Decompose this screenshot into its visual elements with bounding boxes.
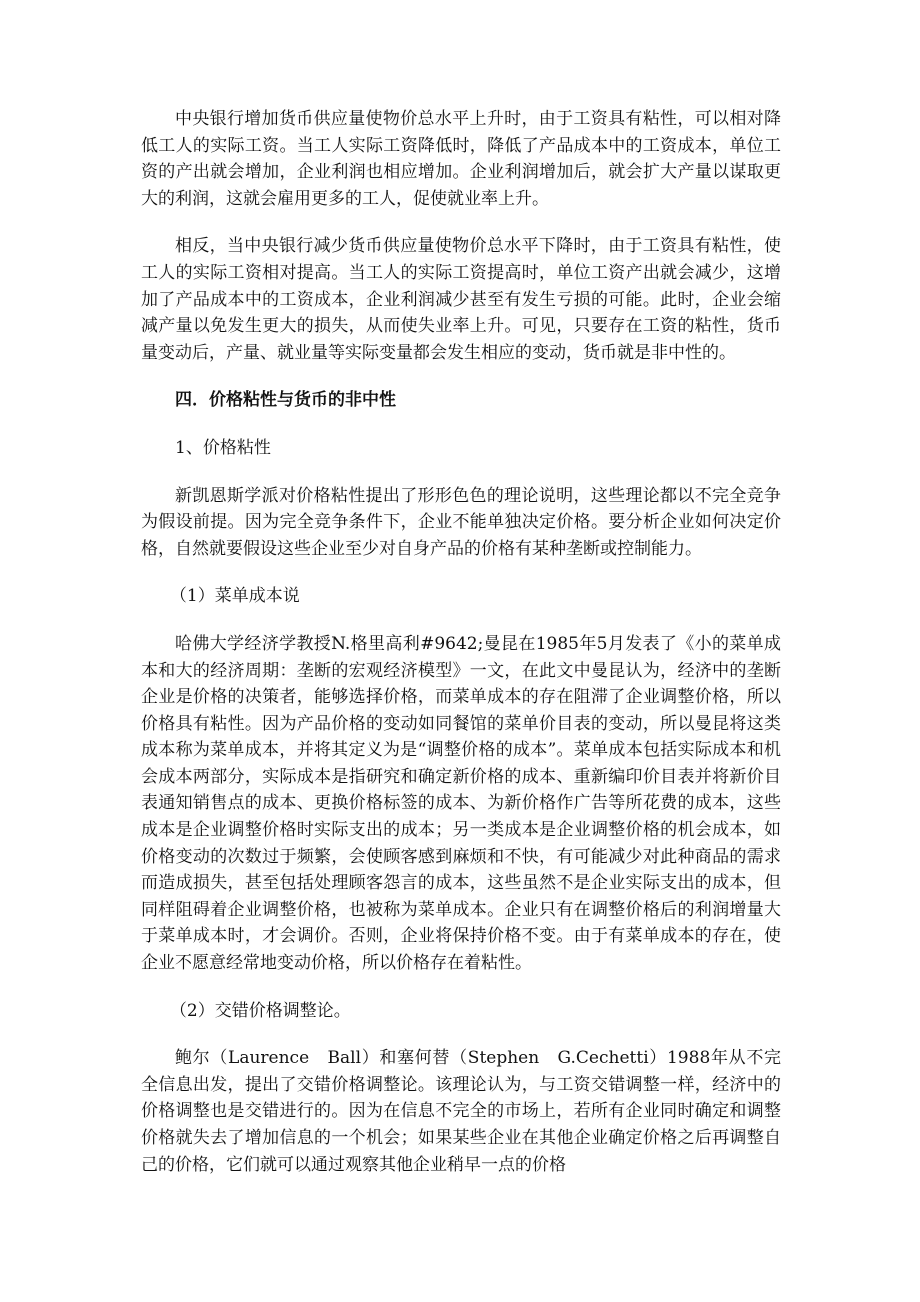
item-heading-menu-cost: （1）菜单成本说: [169, 586, 300, 607]
paragraph-wage-increase: 中央银行增加货币供应量使物价总水平上升时，由于工资具有粘性，可以相对降低工人的实际工资。当工人实际工资降低时，降低了产品成本中的工资成本，单位工资的产出就会增加，企业利润也相应增加。企业利润增加后，就会扩大产量以谋取更大的利润，这就会雇用更多的工人，促使就业率上升。: [141, 109, 781, 209]
section-heading: 四．价格粘性与货币的非中性: [175, 390, 396, 411]
paragraph-staggered-pricing: 鲍尔（Laurence Ball）和塞何替（Stephen G.Cechetti）1988年从不完全信息出发，提出了交错价格调整论。该理论认为，与工资交错调整一样，经济中的价格调整也是交错进行的。因为在信息不完全的市场上，若所有企业同时确定和调整价格就失去了增加信息的一个机会；如果某些企业在其他企业确定价格之后再调整自己的价格，它们就可以通过观察其他企业稍早一点的价格: [141, 1048, 781, 1175]
item-heading-staggered-pricing: （2）交错价格调整论。: [169, 1000, 351, 1021]
subsection-heading: 1、价格粘性: [175, 437, 271, 458]
paragraph-price-stickiness: 新凯恩斯学派对价格粘性提出了形形色色的理论说明，这些理论都以不完全竞争为假设前提。因为完全竞争条件下，企业不能单独决定价格。要分析企业如何决定价格，自然就要假设这些企业至少对自身产品的价格有某种垄断或控制能力。: [141, 485, 781, 559]
paragraph-menu-cost: 哈佛大学经济学教授N.格里高利#9642;曼昆在1985年5月发表了《小的菜单成本和大的经济周期：垄断的宏观经济模型》一文，在此文中曼昆认为，经济中的垄断企业是价格的决策者，能够选择价格，而菜单成本的存在阻滞了企业调整价格，所以价格具有粘性。因为产品价格的变动如同餐馆的菜单价目表的变动，所以曼昆将这类成本称为菜单成本，并将其定义为是“调整价格的成本”。菜单成本包括实际成本和机会成本两部分，实际成本是指研究和确定新价格的成本、重新编印价目表并将新价目表通知销售点的成本、更换价格标签的成本、为新价格作广告等所花费的成本，这些成本是企业调整价格时实际支出的成本；另一类成本是企业调整价格的机会成本，如价格变动的次数过于频繁，会使顾客感到麻烦和不快，有可能减少对此种商品的需求而造成损失，甚至包括处理顾客怨言的成本，这些虽然不是企业实际支出的成本，但同样阻碍着企业调整价格，也被称为菜单成本。企业只有在调整价格后的利润增量大于菜单成本时，才会调价。否则，企业将保持价格不变。由于有菜单成本的存在，使企业不愿意经常地变动价格，所以价格存在着粘性。: [141, 633, 781, 974]
document-page: [141, 106, 781, 1199]
paragraph-wage-decrease: 相反，当中央银行减少货币供应量使物价总水平下降时，由于工资具有粘性，使工人的实际工资相对提高。当工人的实际工资提高时，单位工资产出就会减少，这增加了产品成本中的工资成本，企业利润减少甚至有发生亏损的可能。此时，企业会缩减产量以免发生更大的损失，从而使失业率上升。可见，只要存在工资的粘性，货币量变动后，产量、就业量等实际变量都会发生相应的变动，货币就是非中性的。: [141, 236, 781, 363]
